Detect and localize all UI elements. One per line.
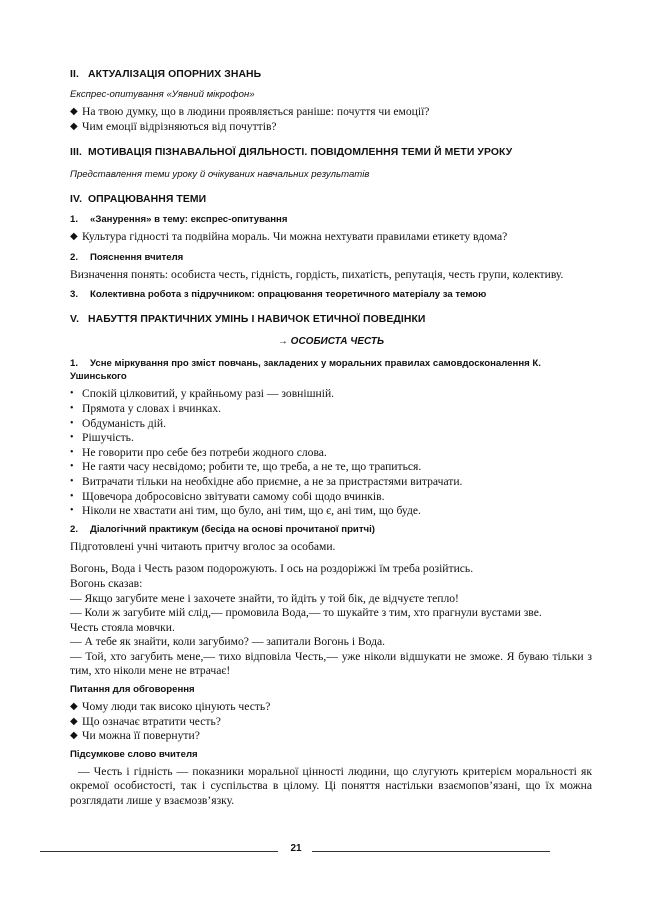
list-item: • Прямота у словах і вчинках. — [70, 401, 222, 415]
section-3-heading: III. МОТИВАЦІЯ ПІЗНАВАЛЬНОЇ ДІЯЛЬНОСТІ. ПОВІДОМЛЕННЯ ТЕМИ Й МЕТИ УРОКУ — [70, 147, 513, 159]
story-line: — Той, хто загубить мене,— тихо відповіла Честь,— уже ніколи відшукати не зможе. Я буваю тільки з тим, хто ніколи мене не втрачає! — [70, 649, 592, 678]
list-item: • Обдуманість дій. — [70, 416, 166, 430]
bullet-icon: • — [70, 461, 74, 473]
section-5-heading: V. НАБУТТЯ ПРАКТИЧНИХ УМІНЬ І НАВИЧОК ЕТИЧНОЇ ПОВЕДІНКИ — [70, 314, 426, 326]
section-4-point-1: 1. «Занурення» в тему: експрес-опитування — [70, 214, 288, 226]
list-item: • Не гаяти часу несвідомо; робити те, що треба, а не те, що трапиться. — [70, 460, 422, 474]
section-3-subtitle: Представлення теми уроку й очікуваних навчальних результатів — [70, 169, 370, 181]
discussion-questions — [70, 700, 592, 744]
story-line: Честь стояла мовчки. — [70, 620, 175, 634]
list-item: ◆ Культура гідності та подвійна мораль. Чи можна нехтувати правилами етикету вдома? — [70, 230, 508, 244]
bullet-icon: • — [70, 388, 74, 400]
footer-rule-left — [40, 851, 278, 852]
story-line: — А тебе як знайти, коли загубимо? — запитали Вогонь і Вода. — [70, 635, 386, 649]
story-line: Вогонь сказав: — [70, 576, 143, 590]
list-item: • Не говорити про себе без потреби жодного слова. — [70, 445, 327, 459]
topic-personal-honor: → ОСОБИСТА ЧЕСТЬ — [277, 336, 385, 348]
parable-intro: Підготовлені учні читають притчу вголос за особами. — [70, 539, 336, 553]
section-2-subtitle: Експрес-опитування «Уявний мікрофон» — [70, 89, 255, 100]
section-4-heading: IV. ОПРАЦЮВАННЯ ТЕМИ — [70, 194, 207, 206]
section-4-p2-text: Визначення понять: особиста честь, гідність, гордість, пихатість, репутація, честь групи, колективу. — [70, 267, 564, 281]
diamond-icon: ◆ — [70, 715, 78, 727]
page-footer — [40, 843, 550, 859]
teacher-final-word-title: Підсумкове слово вчителя — [70, 748, 198, 760]
bullet-icon: • — [70, 490, 74, 502]
section-4-p1-list — [70, 230, 592, 245]
bullet-icon: • — [70, 432, 74, 444]
section-2-heading: II. АКТУАЛІЗАЦІЯ ОПОРНИХ ЗНАНЬ — [70, 69, 262, 80]
diamond-icon: ◆ — [70, 730, 78, 742]
list-item: ◆ Чи можна її повернути? — [70, 729, 200, 743]
diamond-icon: ◆ — [70, 106, 78, 117]
bullet-icon: • — [70, 446, 74, 458]
list-item: • Рішучість. — [70, 431, 134, 445]
section-4-point-2: 2. Пояснення вчителя — [70, 251, 184, 263]
section-5-point-2: 2. Діалогічний практикум (бесіда на основі прочитаної притчі) — [70, 523, 375, 535]
discussion-questions-title: Питання для обговорення — [70, 684, 195, 696]
diamond-icon: ◆ — [70, 231, 78, 243]
list-item: • Витрачати тільки на необхідне або приємне, а не за пристрастями витрачати. — [70, 474, 463, 488]
bullet-icon: • — [70, 402, 74, 414]
list-item: ◆ Що означає втратити честь? — [70, 714, 221, 728]
list-item: • Ніколи не хвастати ані тим, що було, ані тим, що є, ані тим, що буде. — [70, 504, 421, 518]
teacher-final-word-text: — Честь і гідність — показники моральної цінності людини, що слугують критерієм моральності як окремої особистості, так і суспільства в цілому. Ці поняття настільки взаємопов’язані, що їх можна розглядати лише у взаємозв’язку. — [70, 764, 592, 808]
list-item: ◆ Чим емоції відрізняються від почуттів? — [70, 119, 277, 133]
list-item: • Щовечора добросовісно звітувати самому собі щодо вчинків. — [70, 489, 385, 503]
section-5-point-1: 1. Усне міркування про зміст повчань, закладених у моральних правилах самовдосконалення К. Ушинського — [70, 358, 541, 383]
bullet-icon: • — [70, 475, 74, 487]
parable-text — [70, 562, 592, 679]
section-2-questions — [70, 105, 592, 134]
ushynsky-rules — [70, 387, 592, 518]
diamond-icon: ◆ — [70, 120, 78, 132]
diamond-icon: ◆ — [70, 701, 78, 713]
bullet-icon: • — [70, 505, 74, 517]
section-4-point-3: 3. Колективна робота з підручником: опрацювання теоретичного матеріалу за темою — [70, 289, 487, 301]
page-number: 21 — [290, 843, 302, 854]
footer-rule-right — [312, 851, 550, 852]
story-line: Вогонь, Вода і Честь разом подорожують. І ось на роздоріжжі їм треба розійтись. — [70, 562, 474, 576]
list-item: • Спокій цілковитий, у крайньому разі — зовнішній. — [70, 387, 335, 401]
story-line: — Якщо загубите мене і захочете знайти, то йдіть у той бік, де відчуєте тепло! — [70, 591, 459, 605]
list-item: ◆ На твою думку, що в людини проявляється раніше: почуття чи емоції? — [70, 105, 430, 118]
bullet-icon: • — [70, 417, 74, 429]
list-item: ◆ Чому люди так високо цінують честь? — [70, 700, 271, 714]
story-line: — Коли ж загубите мій слід,— промовила Вода,— то шукайте з тим, хто прагнули вустами зве. — [70, 606, 542, 620]
